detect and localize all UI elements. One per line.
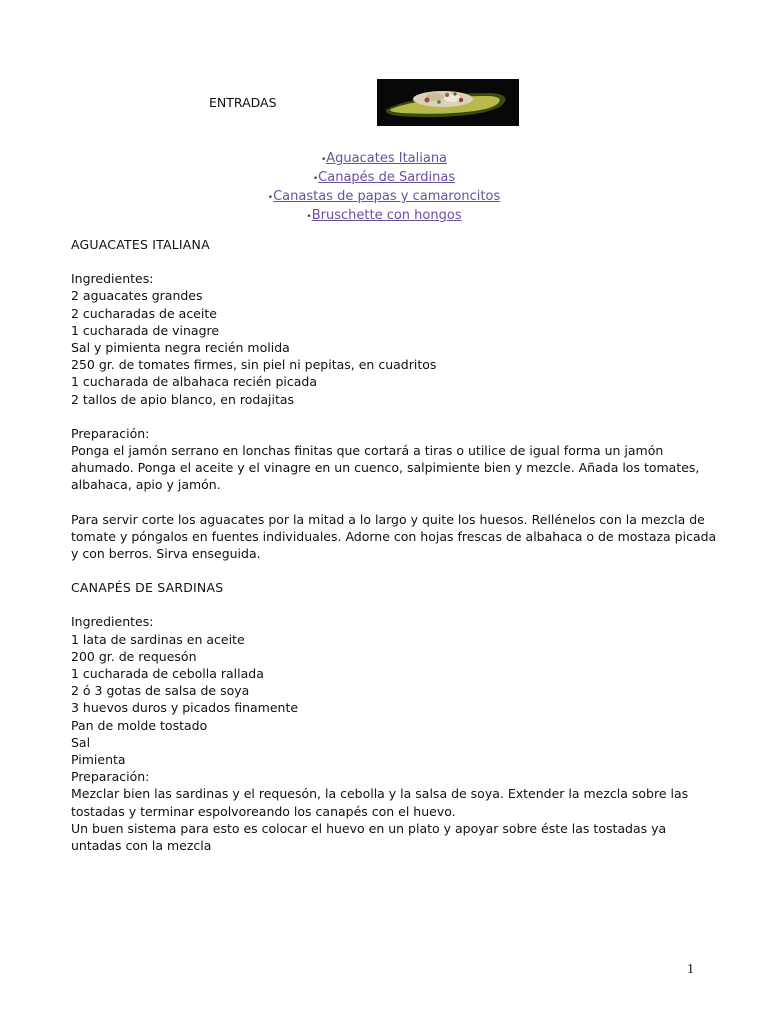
recipes-content xyxy=(71,236,717,854)
preparation-label: Preparación: xyxy=(71,769,150,785)
avocado-photo xyxy=(377,79,519,126)
preparation-text-line: ahumado. Ponga el aceite y el vinagre en un cuenco, salpimiente bien y mezcle. Añada los tomates, xyxy=(71,460,700,476)
ingredient-item: Pan de molde tostado xyxy=(71,717,208,733)
ingredient-item: 250 gr. de tomates firmes, sin piel ni pepitas, en cuadritos xyxy=(71,357,437,373)
link-bruschette-hongos[interactable]: Bruschette con hongos xyxy=(311,208,462,223)
recipe-title-canapes: CANAPÉS DE SARDINAS xyxy=(71,580,224,596)
page-number: 1 xyxy=(687,962,694,977)
ingredient-item: 3 huevos duros y picados finamente xyxy=(71,700,299,716)
preparation-section xyxy=(71,425,701,494)
preparation-text-line: tostadas y terminar espolvoreando los canapés con el huevo. xyxy=(71,803,456,819)
ingredient-item: Pimienta xyxy=(71,752,126,768)
bullet: • xyxy=(267,193,274,203)
ingredient-item: 2 ó 3 gotas de salsa de soya xyxy=(71,683,250,699)
ingredient-item: 1 cucharada de vinagre xyxy=(71,322,220,338)
link-canapes-sardinas[interactable]: Canapés de Sardinas xyxy=(318,170,456,185)
preparation-text-line: albahaca, apio y jamón. xyxy=(71,477,221,493)
ingredient-item: 2 aguacates grandes xyxy=(71,288,203,304)
preparation-text-line: untadas con la mezcla xyxy=(71,838,212,854)
toc-item-canapes xyxy=(0,169,768,188)
ingredients-label: Ingredientes: xyxy=(71,271,154,287)
serving-text-line: Para servir corte los aguacates por la mitad a lo largo y quite los huesos. Rellénelos con la mezcla de xyxy=(71,511,705,527)
toc-item-bruschette xyxy=(0,207,768,226)
ingredient-item: Sal y pimienta negra recién molida xyxy=(71,340,290,356)
serving-section xyxy=(71,511,717,563)
link-aguacates-italiana[interactable]: Aguacates Italiana xyxy=(326,151,448,166)
preparation-text-line: Mezclar bien las sardinas y el requesón, la cebolla y la salsa de soya. Extender la mezcla sobre las xyxy=(71,786,689,802)
toc-item-canastas xyxy=(0,188,768,207)
bullet: • xyxy=(312,174,319,184)
ingredient-item: 1 lata de sardinas en aceite xyxy=(71,631,245,647)
bullet: • xyxy=(306,212,312,222)
preparation-label: Preparación: xyxy=(71,425,150,441)
ingredient-item: 200 gr. de requesón xyxy=(71,648,197,664)
link-canastas-papas[interactable]: Canastas de papas y camaroncitos xyxy=(273,189,501,204)
toc-item-aguacates xyxy=(0,150,768,169)
preparation-text-line: Ponga el jamón serrano en lonchas finitas que cortará a tiras o utilice de igual forma un jamón xyxy=(71,443,664,459)
preparation-text-line: Un buen sistema para esto es colocar el huevo en un plato y apoyar sobre éste las tostadas ya xyxy=(71,820,667,836)
recipe-title-aguacates: AGUACATES ITALIANA xyxy=(71,237,210,252)
ingredient-item: 1 cucharada de cebolla rallada xyxy=(71,666,264,682)
page-title: ENTRADAS xyxy=(209,95,277,110)
preparation-section xyxy=(71,768,701,854)
ingredients-section xyxy=(71,270,701,408)
ingredient-item: 2 tallos de apio blanco, en rodajitas xyxy=(71,391,295,407)
serving-text-line: tomate y póngalos en fuentes individuales. Adorne con hojas frescas de albahaca o de mostaza picada xyxy=(71,528,717,544)
bullet: • xyxy=(320,155,327,165)
ingredient-item: Sal xyxy=(71,734,91,750)
ingredients-label: Ingredientes: xyxy=(71,614,154,630)
table-of-contents xyxy=(0,150,768,226)
serving-text-line: y con berros. Sirva enseguida. xyxy=(71,546,261,562)
ingredients-section xyxy=(71,613,701,768)
ingredient-item: 2 cucharadas de aceite xyxy=(71,305,217,321)
avocado-image xyxy=(377,79,519,126)
ingredient-item: 1 cucharada de albahaca recién picada xyxy=(71,374,317,390)
